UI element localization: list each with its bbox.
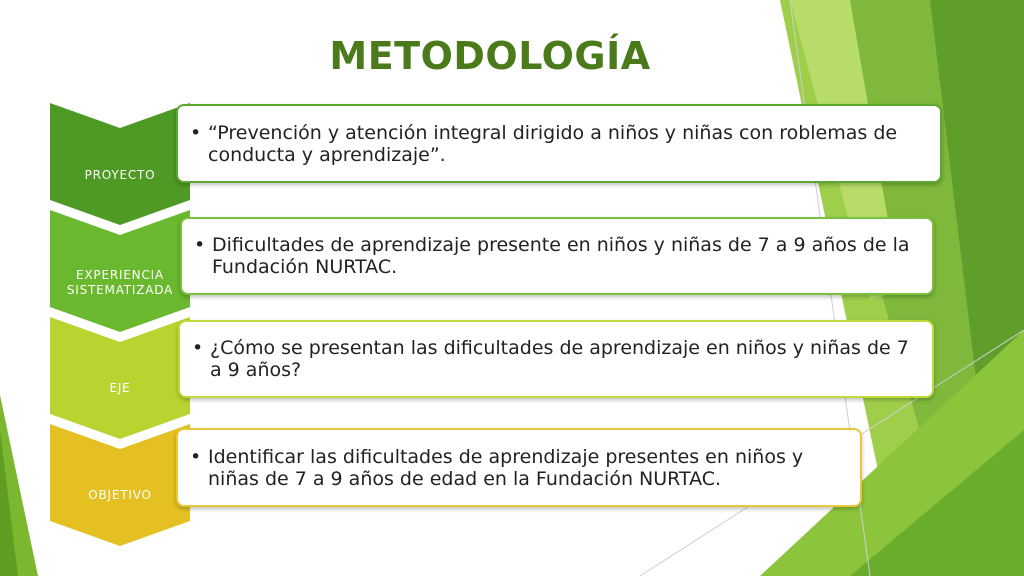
step-description-box bbox=[176, 104, 942, 183]
slide-title: METODOLOGÍA bbox=[329, 34, 651, 78]
step-label: EJE bbox=[109, 381, 131, 395]
step-description-box bbox=[176, 428, 862, 507]
step-label: PROYECTO bbox=[84, 168, 156, 182]
bullet-icon: • bbox=[190, 121, 202, 144]
chevron-shape bbox=[50, 103, 190, 225]
step-description-text: ¿Cómo se presentan las dificultades de aprendizaje en niños y niñas de 7 a 9 años? bbox=[210, 337, 909, 381]
chevron-shape bbox=[50, 424, 190, 546]
step-label: OBJETIVO bbox=[88, 488, 152, 502]
bullet-icon: • bbox=[190, 445, 202, 468]
step-description bbox=[180, 337, 932, 381]
step-description-box bbox=[178, 320, 934, 398]
step-description bbox=[178, 446, 860, 490]
step-description-text: “Prevención y atención integral dirigido a niños y niñas con roblemas de conducta y aprendizaje”. bbox=[208, 121, 898, 166]
step-label: EXPERIENCIA SISTEMATIZADA bbox=[66, 268, 174, 297]
chevron-shape bbox=[50, 317, 190, 439]
bullet-icon: • bbox=[194, 234, 206, 256]
step-description bbox=[178, 122, 940, 166]
step-description-box bbox=[180, 217, 934, 295]
step-description bbox=[182, 234, 932, 278]
bullet-icon: • bbox=[192, 337, 204, 359]
step-description-text: Identificar las dificultades de aprendizaje presentes en niños y niñas de 7 a 9 años de edad en la Fundación NURTAC. bbox=[208, 445, 804, 490]
step-description-text: Dificultades de aprendizaje presente en niños y niñas de 7 a 9 años de la Fundación NURTAC. bbox=[212, 234, 910, 278]
